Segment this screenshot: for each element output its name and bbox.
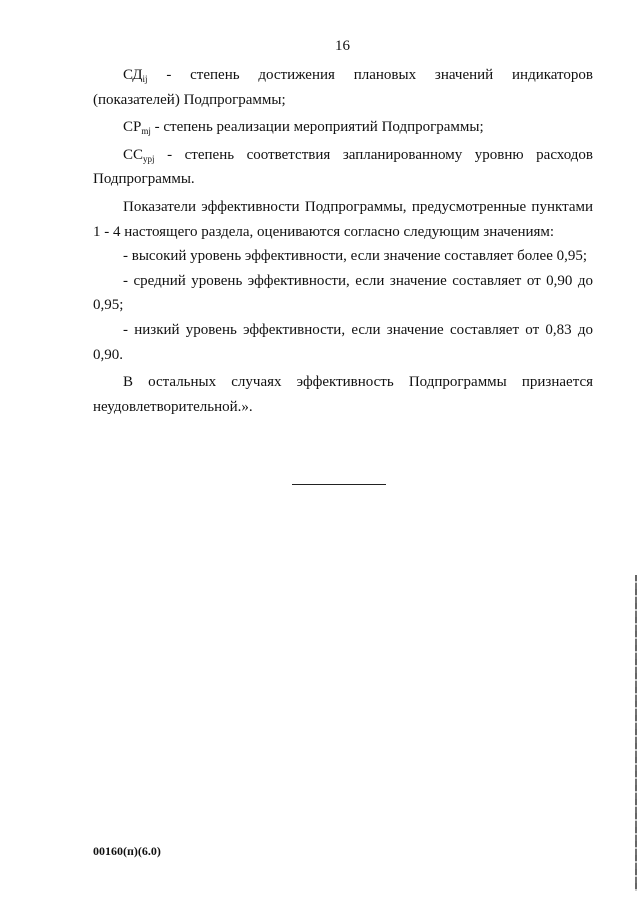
document-code: 00160(п)(6.0) [93, 844, 161, 858]
page-number: 16 [335, 38, 350, 54]
level-medium-item: - средний уровень эффективности, если значение составляет от 0,90 до 0,95; [93, 272, 593, 314]
level-high-item: - высокий уровень эффективности, если значение составляет более 0,95; [123, 248, 588, 265]
symbol-sr: СР [123, 119, 142, 136]
other-cases-paragraph: В остальных случаях эффективность Подпрограммы признается неудовлетворительной.». [93, 374, 593, 415]
definition-sr [93, 115, 593, 140]
document-body [93, 63, 593, 419]
definition-sd-text: - степень достижения плановых значений индикаторов (показателей) Подпрограммы; [93, 67, 593, 108]
definition-ss-text: - степень соответствия запланированному уровню расходов Подпрограммы. [93, 146, 593, 188]
scan-edge-artifact [635, 575, 637, 891]
subscript-sd: ij [142, 74, 148, 84]
symbol-ss: СС [123, 146, 144, 163]
level-low-item: - низкий уровень эффективности, если значение составляет от 0,83 до 0,90. [93, 321, 593, 363]
indicators-paragraph: Показатели эффективности Подпрограммы, предусмотренные пунктами 1 - 4 настоящего раздела, оцениваются согласно следующим значениям: [93, 198, 593, 240]
end-divider-line [292, 484, 386, 485]
symbol-sd: СД [123, 67, 143, 83]
subscript-ss: урj [143, 153, 155, 164]
subscript-sr: mj [141, 126, 151, 137]
definition-sr-text: - степень реализации мероприятий Подпрограммы; [150, 119, 484, 136]
definition-sd [93, 63, 593, 112]
definition-ss [93, 143, 593, 192]
